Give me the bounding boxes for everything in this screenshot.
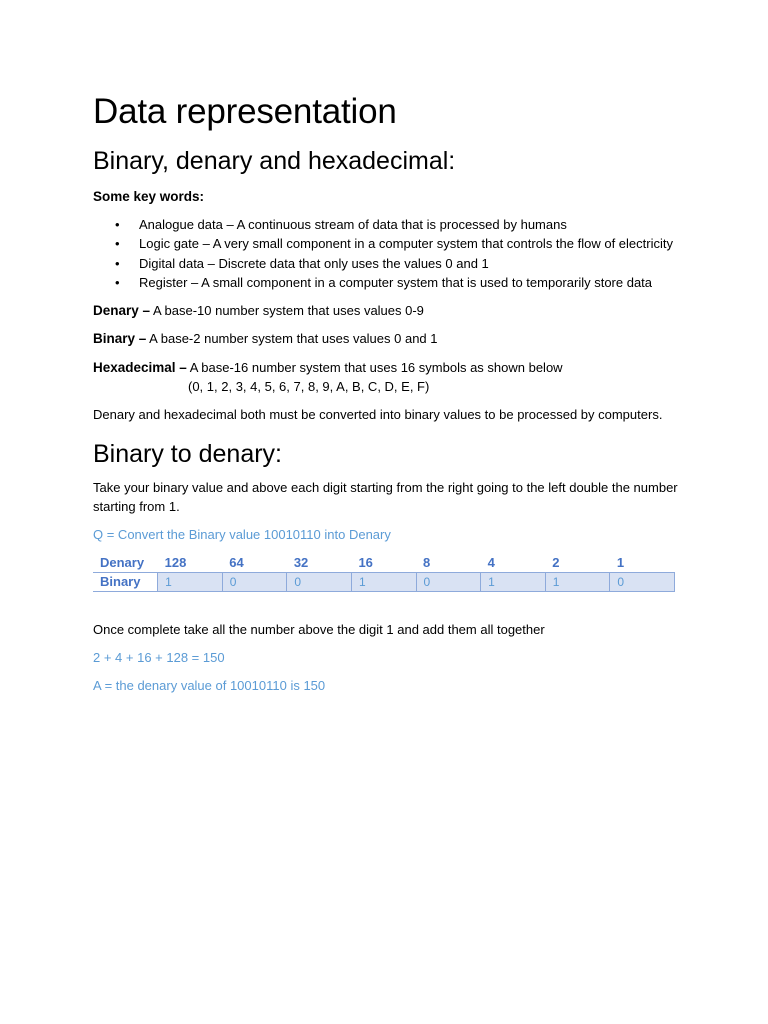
definition-binary <box>93 329 683 348</box>
table-cell: 1 <box>158 572 223 591</box>
table-cell: 0 <box>416 572 481 591</box>
instruction-text: Take your binary value and above each digit starting from the right going to the left double the number starting from 1. <box>93 479 678 514</box>
sum-text: 2 + 4 + 16 + 128 = 150 <box>93 649 225 665</box>
completion-text: Once complete take all the number above the digit 1 and add them all together <box>93 621 545 637</box>
list-item: • Register – A small component in a computer system that is used to temporarily store data <box>93 273 683 292</box>
table-cell: 1 <box>351 572 416 591</box>
table-cell: 1 <box>610 554 675 573</box>
bullet-icon: • <box>115 236 120 252</box>
table-cell: 128 <box>158 554 223 573</box>
definition-text: A base-10 number system that uses values 0-9 <box>150 303 424 319</box>
table-cell: 0 <box>610 572 675 591</box>
conversion-note: Denary and hexadecimal both must be converted into binary values to be processed by computers. <box>93 407 663 423</box>
bullet-icon: • <box>115 217 120 232</box>
section-heading-binary-denary-hex: Binary, denary and hexadecimal: <box>93 147 456 175</box>
definition-text: A base-2 number system that uses values 0 and 1 <box>146 331 438 347</box>
bullet-icon: • <box>115 255 120 271</box>
table-cell: 4 <box>481 554 546 573</box>
question-text: Q = Convert the Binary value 10010110 into Denary <box>93 527 391 543</box>
table-cell: 0 <box>222 572 287 591</box>
table-cell: 2 <box>545 554 610 573</box>
answer-text: A = the denary value of 10010110 is 150 <box>93 678 326 694</box>
table-cell: 64 <box>222 554 287 573</box>
row-label: Denary <box>93 554 158 573</box>
definition-term: Binary – <box>93 331 147 347</box>
page-title: Data representation <box>93 92 397 131</box>
table-cell: 0 <box>287 572 352 591</box>
definition-hexadecimal <box>93 358 683 377</box>
table-cell: 1 <box>545 572 610 591</box>
section-heading-binary-to-denary: Binary to denary: <box>93 439 282 468</box>
table-row-binary <box>93 572 675 591</box>
bullet-icon: • <box>115 274 120 290</box>
definition-term: Hexadecimal – <box>93 359 187 375</box>
table-cell: 1 <box>481 572 546 591</box>
table-cell: 8 <box>416 554 481 573</box>
keywords-list <box>93 215 683 292</box>
keywords-heading: Some key words: <box>93 189 205 204</box>
definition-term: Denary – <box>93 303 151 319</box>
list-item: • Digital data – Discrete data that only uses the values 0 and 1 <box>93 254 683 273</box>
table-row-denary <box>93 554 675 573</box>
row-label: Binary <box>93 572 158 591</box>
definition-text: A base-16 number system that uses 16 symbols as shown below <box>186 359 563 375</box>
conversion-table <box>93 554 675 592</box>
table-cell: 32 <box>287 554 352 573</box>
table-cell: 16 <box>351 554 416 573</box>
list-item: • Analogue data – A continuous stream of data that is processed by humans <box>93 215 683 234</box>
document-content <box>93 92 683 695</box>
hex-symbols: (0, 1, 2, 3, 4, 5, 6, 7, 8, 9, A, B, C, D, E, F) <box>188 379 430 395</box>
definition-denary <box>93 301 683 320</box>
list-item: • Logic gate – A very small component in a computer system that controls the flow of electricity <box>93 234 683 253</box>
